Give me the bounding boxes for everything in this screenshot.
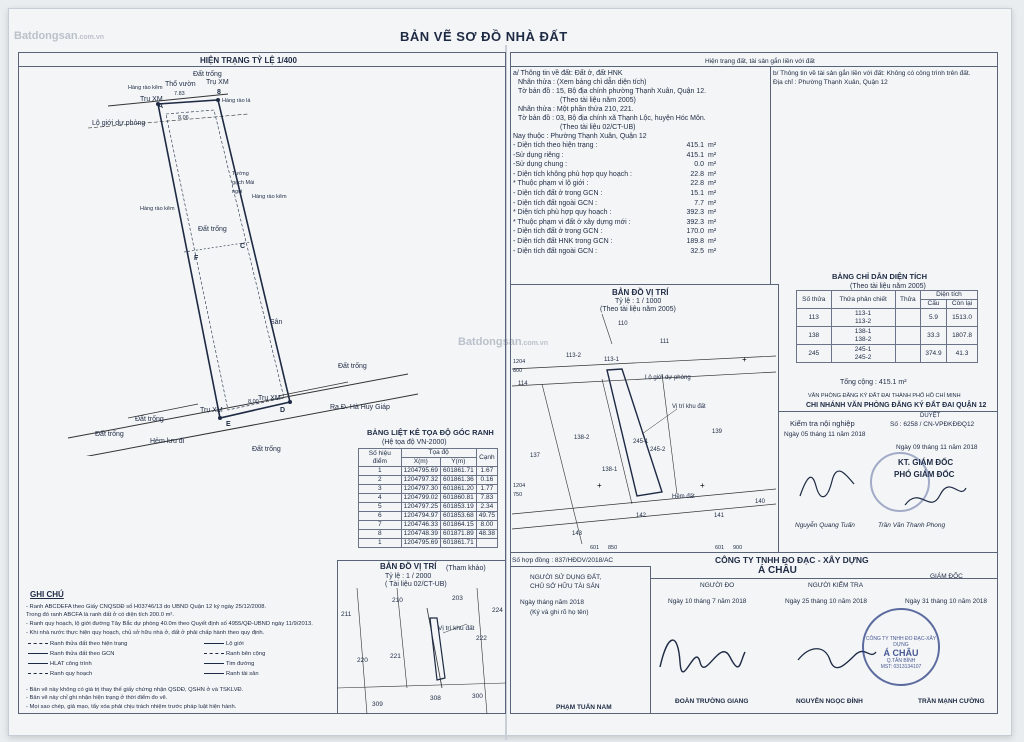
info-row-label: - Diện tích đất ngoài GCN : <box>513 247 598 255</box>
pham-tuan-nam: PHẠM TUẤN NAM <box>556 704 612 711</box>
map1000-label: 138-2 <box>574 435 590 441</box>
th-thua-phan-chiet: Thửa phân chiết <box>831 291 895 309</box>
coord-cell: 6 <box>359 512 402 521</box>
coord-cell: 601861.36 <box>440 476 476 485</box>
info-row-label: -Sử dụng chung : <box>513 161 568 169</box>
info-row-value: 22.8 <box>690 170 704 178</box>
legend-label: Ranh thửa đất theo GCN <box>50 651 115 657</box>
map1000-label: 143 <box>572 531 583 537</box>
chu-so-huu: CHỦ SỞ HỮU TÀI SẢN <box>530 583 600 590</box>
legend-line-sample <box>28 643 48 644</box>
area-cell <box>895 327 920 345</box>
map1000-coord: 850 <box>608 545 618 551</box>
area-cell: 374.9 <box>920 345 946 363</box>
coord-cell: 48.38 <box>476 530 497 539</box>
label-dat-trong-ll: Đất trống <box>95 431 124 438</box>
info-a: a/ Thông tin về đất: Đất ở, đất HNK <box>513 70 623 77</box>
area-cell: 113-1 113-2 <box>831 309 895 327</box>
info-row-value: 0.0 <box>694 161 704 169</box>
coord-row <box>359 467 498 476</box>
info-row-label: * Thuộc phạm vi đất ở xây dựng mới : <box>513 218 631 226</box>
giam-doc: GIÁM ĐỐC <box>930 573 963 580</box>
info-row-unit: m² <box>708 228 717 236</box>
coord-cell: 2 <box>359 476 402 485</box>
coord-cell: 7.83 <box>476 494 497 503</box>
coord-cell: 1 <box>359 539 402 548</box>
th-so-thua: Số thửa <box>797 291 832 309</box>
map1000-coord: 800 <box>513 368 523 374</box>
coord-cell: 601861.20 <box>440 485 476 494</box>
ghi-chu-line: - Bản vẽ này chỉ ghi nhận hiện trạng ở thời điểm đo vẽ. <box>26 695 168 701</box>
info-row-value: 189.8 <box>686 238 704 245</box>
coord-row <box>359 512 498 521</box>
coord-cell: 49.75 <box>476 512 497 521</box>
coord-cell: 1204797.32 <box>401 476 440 485</box>
area-cell: 5.9 <box>920 309 946 327</box>
coord-cell: 1.77 <box>476 485 497 494</box>
info-row-value: 32.5 <box>690 247 704 255</box>
info-row-label: - Diện tích không phù hợp quy hoạch : <box>513 170 632 178</box>
company-name-2: Á CHÂU <box>758 565 797 576</box>
legend-line-sample <box>204 663 224 664</box>
map1000-coord: 1204 <box>513 483 526 489</box>
point-8: 8 <box>217 89 221 96</box>
area-cell: 113 <box>797 309 832 327</box>
coord-cell: 1204794.97 <box>401 512 440 521</box>
map2000-label: 211 <box>341 611 352 618</box>
info-nhan-thua-2: Nhãn thửa : Một phần thửa 210, 221. <box>518 106 634 113</box>
vpdk-line1: VĂN PHÒNG ĐĂNG KÝ ĐẤT ĐAI THÀNH PHỐ HỒ CHÍ MINH <box>808 393 961 399</box>
dim-inner: 8.06 <box>178 115 189 121</box>
info-row-unit: m² <box>708 218 717 226</box>
map2000-title: BẢN ĐỒ VỊ TRÍ <box>380 562 437 571</box>
map1000-label: 245-1 <box>633 439 649 445</box>
left-title: HIỆN TRẠNG TỶ LỆ 1/400 <box>200 56 297 65</box>
map1000-label: Hẻm đất <box>672 494 695 500</box>
coord-row <box>359 521 498 530</box>
area-cell: 1807.8 <box>947 327 978 345</box>
legend-label: HLAT công trình <box>50 661 92 667</box>
stamp-line-3: Q.TÂN BÌNH <box>886 658 916 664</box>
right-header: Hiện trạng đất, tài sản gắn liền với đất <box>705 58 815 65</box>
coord-cell <box>476 539 497 548</box>
label-lo-gioi: Lộ giới dự phòng <box>92 120 146 127</box>
map1000-label: 113-2 <box>566 353 581 359</box>
info-row-label: - Diện tích theo hiện trạng : <box>513 142 598 149</box>
map2000-label: 300 <box>472 693 483 700</box>
signature-nguoi-do <box>650 622 750 682</box>
area-cell <box>895 309 920 327</box>
coord-row <box>359 530 498 539</box>
info-row-unit: m² <box>708 161 717 169</box>
ghi-chu-line: - Ranh quy hoạch, lộ giới đường Tây Bắc dự phòng 40.0m theo Quyết định số 4955/QĐ-UBND ngày 11/9/2013. <box>26 621 313 627</box>
ghi-chu-line: - Bản vẽ này không có giá trị thay thế giấy chứng nhận QSDĐ, QSHN ở và TSKLVĐ. <box>26 687 244 693</box>
vpdk-stamp <box>870 452 930 512</box>
coord-cell: 601864.15 <box>440 521 476 530</box>
company-stamp <box>862 608 940 686</box>
label-dat-trong-top: Đất trống <box>193 71 222 78</box>
vpdk-duyet: DUYỆT <box>920 413 941 419</box>
info-row-unit: m² <box>708 190 717 197</box>
area-cell: 1513.0 <box>947 309 978 327</box>
legend-line-sample <box>204 673 224 674</box>
map1000-label: 141 <box>714 513 725 519</box>
label-hang-rao-kem-top: Hàng rào kẽm <box>128 85 163 91</box>
info-row-value: 22.8 <box>690 180 704 188</box>
info-row-value: 415.1 <box>686 151 704 159</box>
watermark-logo: Batdongsan.com.vn <box>14 30 105 42</box>
map2000-tham-khao: (Tham khảo) <box>446 565 486 572</box>
info-to-ban-do-1: Tờ bản đồ : 15, Bộ địa chính phường Thạnh Xuân, Quận 12. <box>518 88 707 95</box>
info-row-unit: m² <box>708 142 717 149</box>
vpdk-line2: CHI NHÁNH VĂN PHÒNG ĐĂNG KÝ ĐẤT ĐAI QUẬN 12 <box>806 402 987 409</box>
info-theo-tl-02: (Theo tài liệu 02/CT-UB) <box>560 124 636 131</box>
th-x: X(m) <box>401 458 440 467</box>
coordinates-table <box>358 448 498 548</box>
coord-cell: 7 <box>359 521 402 530</box>
info-row-unit: m² <box>708 247 717 255</box>
th-toa-do: Tọa độ <box>401 449 476 458</box>
label-dat-trong-r: Đất trống <box>338 363 367 370</box>
coord-row <box>359 476 498 485</box>
map2000-scale: Tỷ lệ : 1 / 2000 <box>385 573 432 580</box>
map2000-label: 221 <box>390 653 401 660</box>
map1000-coord: 750 <box>513 492 523 498</box>
label-tru-xm-c: Trụ XM <box>258 395 281 402</box>
tran-manh-cuong: TRẦN MẠNH CƯỜNG <box>918 698 985 705</box>
stamp-line-4: MST: 0313134107 <box>880 664 922 670</box>
ky-note: (Ký và ghi rõ họ tên) <box>530 609 589 616</box>
vpdk-pho-gd: PHÓ GIÁM ĐỐC <box>894 470 955 479</box>
point-c: C <box>240 243 246 250</box>
map1000-label: 114 <box>518 381 528 387</box>
map1000-coord: 900 <box>733 545 743 551</box>
label-ra-duong: Ra Đ. Hà Huy Giáp <box>330 404 390 411</box>
label-tuong-gach: Tường gạch Mái ngói <box>232 171 255 195</box>
ghi-chu-line: Trong đó ranh ABCFA là ranh đất ở có diện tích 200.0 m². <box>26 612 174 618</box>
ngay-nsd: Ngày tháng năm 2018 <box>520 599 584 606</box>
legend-line-sample <box>28 653 48 654</box>
info-row-value: 15.1 <box>690 190 704 197</box>
dim-bottom: 8.00 <box>248 399 259 405</box>
area-cell: 138 <box>797 327 832 345</box>
info-b: b/ Thông tin về tài sản gắn liền với đất: Không có công trình trên đất. <box>773 70 971 77</box>
vpdk-ngay-kt: Ngày 05 tháng 11 năm 2018 <box>784 431 866 438</box>
th-cau: Cấu <box>920 300 946 309</box>
info-row-label: - Diện tích đất HNK trong GCN : <box>513 238 613 245</box>
coord-cell: 1204799.02 <box>401 494 440 503</box>
coord-cell: 1 <box>359 467 402 476</box>
map1000-label: 139 <box>712 429 723 435</box>
ghi-chu-line: - Khi nhà nước thực hiện quy hoạch, chủ sở hữu nhà ở, đất ở phải chấp hành theo quy định. <box>26 630 265 636</box>
coord-cell: 1204797.30 <box>401 485 440 494</box>
nguyen-ngoc-dinh: NGUYỄN NGỌC ĐÍNH <box>796 698 863 705</box>
label-hang-rao-kem-r: Hàng rào kẽm <box>252 194 287 200</box>
legend-line-sample <box>28 663 48 664</box>
area-cell: 245-1 245-2 <box>831 345 895 363</box>
info-row-label: - Diện tích đất ở trong GCN : <box>513 228 603 236</box>
vpdk-signer-1: Nguyễn Quang Tuấn <box>795 522 855 529</box>
legend-label: Lộ giới <box>226 641 244 647</box>
point-d: D <box>280 407 286 414</box>
info-row-value: 170.0 <box>686 228 704 236</box>
coord-row <box>359 539 498 548</box>
nguoi-su-dung: NGƯỜI SỬ DỤNG ĐẤT, <box>530 574 602 581</box>
coord-cell: 1204746.33 <box>401 521 440 530</box>
label-dat-trong-l: Đất trống <box>135 416 164 423</box>
coord-cell: 601853.68 <box>440 512 476 521</box>
map1000-label: 137 <box>530 453 541 459</box>
vpdk-ngay-duyet: Ngày 09 tháng 11 năm 2018 <box>896 444 978 451</box>
legend-line-sample <box>204 643 224 644</box>
th-con-lai: Còn lại <box>947 300 978 309</box>
map1000-label: 110 <box>618 321 628 327</box>
nguoi-kiem-tra: NGƯỜI KIỂM TRA <box>808 582 864 589</box>
coord-cell: 2.34 <box>476 503 497 512</box>
label-tru-xm-a: Trụ XM <box>140 96 163 103</box>
label-tru-xm-b: Trụ XM <box>206 79 229 86</box>
info-row-value: 415.1 <box>686 142 704 149</box>
map1000-label: 111 <box>660 339 670 345</box>
map1000-label: 142 <box>636 513 647 519</box>
coord-cell: 601860.81 <box>440 494 476 503</box>
map1000-label: 113-1 <box>604 357 619 363</box>
label-dat-trong-bottom: Đất trống <box>252 446 281 453</box>
th-thua: Thửa <box>895 291 920 309</box>
info-theo-tl-2005: (Theo tài liệu năm 2005) <box>560 97 636 104</box>
info-row-unit: m² <box>708 238 717 245</box>
toa-do-subtitle: (Hệ tọa độ VN-2000) <box>382 439 447 446</box>
area-cell: 33.3 <box>920 327 946 345</box>
info-row-label: - Diện tích đất ở trong GCN : <box>513 190 603 197</box>
info-to-ban-do-2: Tờ bản đồ : 03, Bộ địa chính xã Thạnh Lộc, huyện Hóc Môn. <box>518 115 706 122</box>
ngay-kiem-tra: Ngày 25 tháng 10 năm 2018 <box>785 598 868 605</box>
area-cell: 138-1 138-2 <box>831 327 895 345</box>
legend-label: Tim đường <box>226 661 255 667</box>
info-row-label: -Sử dụng riêng : <box>513 151 564 159</box>
map2000-label: Vị trí khu đất <box>438 625 475 632</box>
so-hop-dong: Số hợp đồng : 837/HĐDV/2018/AC <box>512 557 614 564</box>
info-row-value: 7.7 <box>694 199 704 207</box>
signature-vpdk-1 <box>792 466 862 506</box>
map2000-label: 224 <box>492 607 503 614</box>
map1000-coord: 601 <box>715 545 725 551</box>
point-a: A <box>158 103 164 110</box>
page-title: BẢN VẼ SƠ ĐỒ NHÀ ĐẤT <box>400 29 568 44</box>
th-dien-tich: Diện tích <box>920 291 977 300</box>
legend-line-sample <box>204 653 224 654</box>
info-nay-thuoc: Nay thuộc : Phường Thạnh Xuân, Quận 12 <box>513 133 647 140</box>
coord-row <box>359 485 498 494</box>
coord-cell: 601861.71 <box>440 467 476 476</box>
coord-cell: 8.00 <box>476 521 497 530</box>
area-cell <box>895 345 920 363</box>
map1000-label: Lộ giới dự phòng <box>645 375 691 381</box>
coord-cell: 601861.71 <box>440 539 476 548</box>
th-y: Y(m) <box>440 458 476 467</box>
legend-label: Ranh thửa đất theo hiện trạng <box>50 641 128 647</box>
info-row-unit: m² <box>708 199 717 207</box>
map1000-label: 140 <box>755 499 766 505</box>
vpdk-kt-gd: KT. GIÁM ĐỐC <box>898 458 954 467</box>
ghi-chu-line: - Mọi sao chép, giả mạo, tẩy xóa phải chịu trách nhiệm trước pháp luật hiện hành. <box>26 704 237 710</box>
map2000-label: 308 <box>430 695 441 702</box>
company-name: CÔNG TY TNHH ĐO ĐẠC - XÂY DỰNG <box>715 555 869 565</box>
coord-cell: 1204748.39 <box>401 530 440 539</box>
coord-cell: 1204795.69 <box>401 467 440 476</box>
ghi-chu-title: GHI CHÚ <box>30 590 64 599</box>
doan-truong-giang: ĐOÀN TRƯỜNG GIANG <box>675 698 749 705</box>
map2000-label: 309 <box>372 701 383 708</box>
map1000-label: Vị trí khu đất <box>672 404 706 410</box>
info-row-value: 392.3 <box>686 209 704 217</box>
info-row-unit: m² <box>708 209 717 217</box>
area-cell: 41.3 <box>947 345 978 363</box>
coord-cell: 4 <box>359 494 402 503</box>
svg-text:+: + <box>742 355 747 364</box>
label-dat-trong-mid: Đất trống <box>198 226 227 233</box>
dim-top: 7.83 <box>174 91 185 97</box>
vpdk-so: Số : 6258 / CN-VPĐKĐĐQ12 <box>890 421 975 428</box>
watermark-center: Batdongsan.com.vn <box>458 336 549 348</box>
point-f: F <box>194 255 199 262</box>
info-row-value: 392.3 <box>686 218 704 226</box>
label-hang-rao-kem-l: Hàng rào kẽm <box>140 206 175 212</box>
area-cell: 245 <box>797 345 832 363</box>
info-row-unit: m² <box>708 170 717 178</box>
th-so-hieu: Số hiệu điểm <box>359 449 402 467</box>
label-hem-luu-di: Hẻm lưu đi <box>150 438 185 445</box>
info-row-unit: m² <box>708 180 717 188</box>
info-row-unit: m² <box>708 151 717 159</box>
legend-line-sample <box>28 673 48 674</box>
toa-do-title: BẢNG LIỆT KÊ TỌA ĐỘ GÓC RANH <box>367 428 494 437</box>
coord-cell: 1204797.25 <box>401 503 440 512</box>
coord-cell: 8 <box>359 530 402 539</box>
coord-cell: 1.67 <box>476 467 497 476</box>
area-table <box>796 290 978 363</box>
coord-cell: 0.16 <box>476 476 497 485</box>
map1000-label: 245-2 <box>650 447 666 453</box>
svg-text:+: + <box>597 481 602 490</box>
th-canh: Cạnh <box>476 449 497 467</box>
vpdk-kiem-tra: Kiểm tra nội nghiệp <box>790 419 855 428</box>
stamp-line-2: Á CHÂU <box>883 648 919 658</box>
map1000-coord: 1204 <box>513 359 526 365</box>
map1000-label: 138-1 <box>602 467 618 473</box>
map1000-scale: Tỷ lệ : 1 / 1000 <box>615 298 662 305</box>
info-row-label: * Diện tích phù hợp quy hoạch : <box>513 209 612 217</box>
chi-dan-note: (Theo tài liệu năm 2005) <box>850 283 926 290</box>
ngay-giam-doc: Ngày 31 tháng 10 năm 2018 <box>905 598 988 605</box>
stamp-line-1: CÔNG TY TNHH ĐO ĐẠC-XÂY DỰNG <box>865 636 937 648</box>
legend-label: Ranh quy hoạch <box>50 671 93 677</box>
map1000-title: BẢN ĐỒ VỊ TRÍ <box>612 288 669 297</box>
svg-text:+: + <box>700 481 705 490</box>
coord-cell: 5 <box>359 503 402 512</box>
area-total: Tổng cộng : 415.1 m² <box>840 379 907 386</box>
coord-cell: 1204795.69 <box>401 539 440 548</box>
coord-cell: 601853.19 <box>440 503 476 512</box>
label-tru-xm-d: Trụ XM <box>200 407 223 414</box>
map2000-note: ( Tài liệu 02/CT-UB) <box>385 581 447 588</box>
label-tho-vuon: Thổ vườn <box>165 81 196 88</box>
info-dia-chi: Địa chỉ : Phường Thạnh Xuân, Quận 12 <box>773 79 888 86</box>
legend-label: Ranh bên cộng <box>226 651 266 657</box>
ghi-chu-line: - Ranh ABCDEFA theo Giấy CNQSDĐ số H03746/13 do UBND Quận 12 ký ngày 25/12/2008. <box>26 604 267 610</box>
map1000-coord: 601 <box>590 545 600 551</box>
area-row <box>797 345 978 363</box>
label-hang-rao-la: Hàng rào lá <box>222 98 251 104</box>
area-row <box>797 327 978 345</box>
label-san: Sân <box>270 319 283 326</box>
map2000-label: 203 <box>452 595 463 602</box>
vpdk-signer-2: Trần Văn Thanh Phong <box>878 522 946 529</box>
coord-row <box>359 494 498 503</box>
point-e: E <box>226 421 231 428</box>
map1000-note: (Theo tài liệu năm 2005) <box>600 306 676 313</box>
chi-dan-title: BẢNG CHỈ DẪN DIỆN TÍCH <box>832 272 927 281</box>
info-row-label: * Thuộc phạm vi lộ giới : <box>513 180 589 188</box>
map2000-label: 222 <box>476 635 487 642</box>
coord-cell: 601871.89 <box>440 530 476 539</box>
coord-cell: 3 <box>359 485 402 494</box>
nguoi-do: NGƯỜI ĐO <box>700 582 735 589</box>
legend-label: Ranh tài sản <box>226 671 259 677</box>
area-row <box>797 309 978 327</box>
ngay-do: Ngày 10 tháng 7 năm 2018 <box>668 598 747 605</box>
info-nhan-thua: Nhãn thửa : (Xem bảng chỉ dẫn diện tích) <box>518 79 647 86</box>
map2000-label: 210 <box>392 597 403 604</box>
map2000-label: 220 <box>357 657 368 664</box>
coord-row <box>359 503 498 512</box>
info-row-label: - Diện tích đất ngoài GCN : <box>513 199 598 207</box>
